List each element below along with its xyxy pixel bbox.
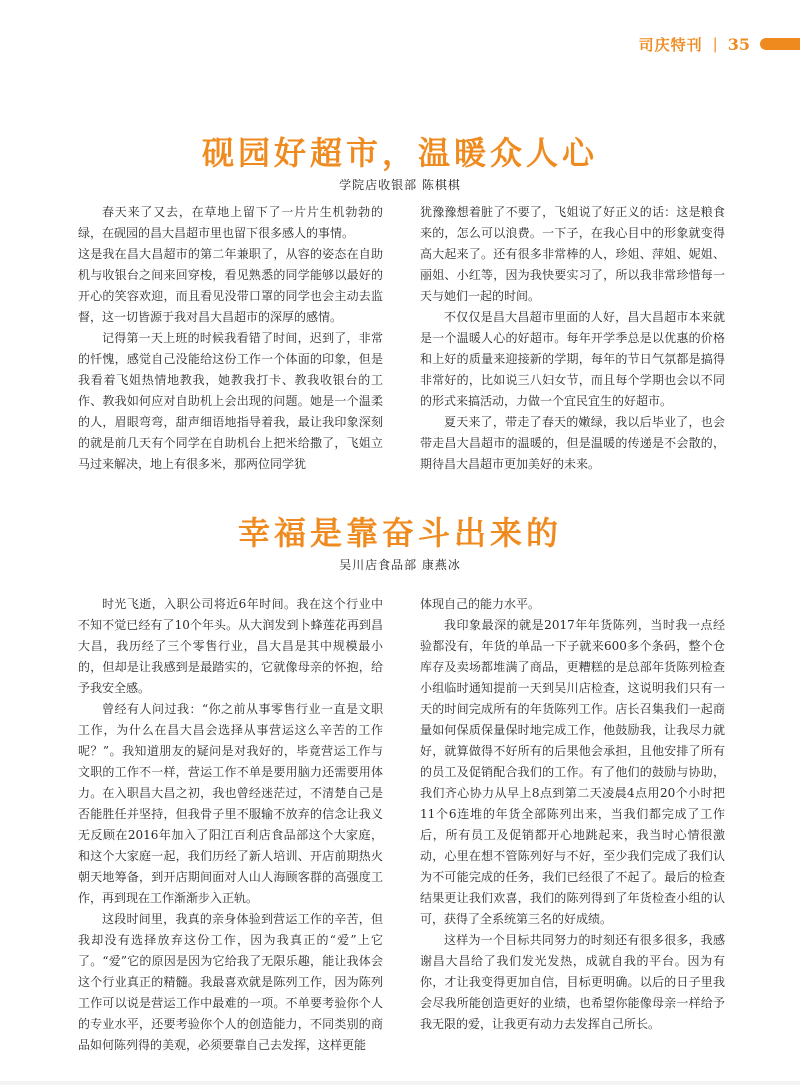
paragraph: 曾经有人问过我：“你之前从事零售行业一直是文职工作，为什么在昌大昌会选择从事营运这么辛苦的工作呢？”。我知道朋友的疑问是对我好的，毕竟营运工作与文职的工作不一样，营运工作不单是要用脑力还需要用体力。在入职昌大昌之初，我也曾经迷茫过，不清楚自己是否能胜任并坚持，但我骨子里不服输不放弃的信念让我义无反顾在2016年加入了阳江百利店食品部这个大家庭，和这个大家庭一起，我们历经了新人培训、开店前期热火朝天地筹备，到开店期间面对人山人海顾客群的高强度工作，再到现在工作渐渐步入正轨。 bbox=[78, 702, 383, 905]
paragraph: 这样为一个目标共同努力的时刻还有很多很多，我感谢昌大昌给了我们发光发热，成就自我的平台。因为有你，才让我变得更加自信，目标更明确。以后的日子里我会尽我所能创造更好的业绩，也希望你能像母亲一样给予我无限的爱，让我更有动力去发挥自己所长。 bbox=[420, 933, 725, 1031]
page-header bbox=[639, 30, 800, 58]
article1-title: 砚园好超市，温暖众人心 bbox=[201, 134, 598, 172]
article1-author: 学院店收银部 陈棋棋 bbox=[339, 178, 461, 192]
bottom-rule bbox=[0, 1081, 800, 1085]
paragraph: 我印象最深的就是2017年年货陈列，当时我一点经验都没有，年货的单品一下子就来600多个条码，整个仓库存及卖场都堆满了商品，更糟糕的是总部年货陈列检查小组临时通知提前一天到吴川店检查，这说明我们只有一天的时间完成所有的年货陈列工作。店长召集我们一起商量如何保质保量保时地完成工作，他鼓励我，让我尽力就好，就算做得不好所有的后果他会承担，且他安排了所有的员工及促销配合我们的工作。有了他们的鼓励与协助，我们齐心协力从早上8点到第二天凌晨4点用20个小时把11个6连堆的年货全部陈列出来，当我们都完成了工作后，所有员工及促销都开心地跳起来，我当时心情很激动，心里在想不管陈列好与不好，至少我们完成了我们认为不可能完成的任务，我们已经很了不起了。最后的检查结果更让我们欢喜，我们的陈列得到了年货检查小组的认可，获得了全系统第三名的好成绩。 bbox=[420, 618, 725, 926]
article2-left-column bbox=[78, 594, 383, 1056]
article1-left-column bbox=[78, 202, 383, 475]
article2-title: 幸福是靠奋斗出来的 bbox=[237, 514, 562, 552]
header-separator: | bbox=[712, 35, 718, 53]
paragraph: 犹豫豫想着脏了不要了，飞姐说了好正义的话：这是粮食来的，怎么可以浪费。一下子，在我心目中的形象就变得高大起来了。还有很多非常棒的人，珍姐、萍姐、妮姐、丽姐、小红等，因为我快要实习了，所以我非常珍惜每一天与她们一起的时间。 bbox=[420, 205, 725, 303]
paragraph: 夏天来了，带走了春天的嫩绿，我以后毕业了，也会带走昌大昌超市的温暖的，但是温暖的传递是不会散的，期待昌大昌超市更加美好的未来。 bbox=[420, 415, 725, 471]
paragraph: 这段时间里，我真的亲身体验到营运工作的辛苦，但我却没有选择放弃这份工作，因为我真正的“爱”上它了。“爱”它的原因是因为它给我了无限乐趣，能让我体会这个行业真正的精髓。我最喜欢就是陈列工作，因为陈列工作可以说是营运工作中最难的一项。不单要考验你个人的专业水平，还要考验你个人的创造能力，不同类别的商品如何陈列得的美观，必须要靠自己去发挥，这样更能 bbox=[78, 912, 383, 1052]
paragraph: 不仅仅是昌大昌超市里面的人好，昌大昌超市本来就是一个温暖人心的好超市。每年开学季总是以优惠的价格和上好的质量来迎接新的学期，每年的节日气氛都是搞得非常好的，比如说三八妇女节，而且每个学期也会以不同的形式来搞活动，力做一个宜民宜生的好超市。 bbox=[420, 310, 725, 408]
page-number: 35 bbox=[727, 34, 750, 54]
paragraph: 这是我在昌大昌超市的第二年兼职了，从容的姿态在自助机与收银台之间来回穿梭，看见熟悉的同学能够以最好的开心的笑容欢迎，而且看见没带口罩的同学也会主动去监督，这一切皆源于我对昌大昌超市的深厚的感情。 bbox=[78, 247, 383, 324]
magazine-name: 司庆特刊 bbox=[638, 35, 703, 54]
article2-right-column bbox=[420, 594, 725, 1035]
article2-author: 吴川店食品部 康燕冰 bbox=[339, 558, 461, 572]
header-accent-bar bbox=[760, 38, 800, 50]
article1-right-column bbox=[420, 202, 725, 475]
paragraph: 时光飞逝，入职公司将近6年时间。我在这个行业中不知不觉已经有了10个年头。从大润发到卜蜂莲花再到昌大昌，我历经了三个零售行业，昌大昌是其中规模最小的，但却是让我感到是最踏实的，它就像母亲的怀抱，给予我安全感。 bbox=[78, 597, 383, 695]
paragraph: 春天来了又去，在草地上留下了一片片生机勃勃的绿，在砚园的昌大昌超市里也留下很多感人的事情。 bbox=[78, 205, 383, 240]
paragraph: 体现自己的能力水平。 bbox=[420, 597, 541, 611]
paragraph: 记得第一天上班的时候我看错了时间，迟到了，非常的忏愧，感觉自己没能给这份工作一个体面的印象，但是我看着飞姐热情地教我，她教我打卡、教我收银台的工作、教我如何应对自助机上会出现的问题。她是一个温柔的人，眉眼弯弯，甜声细语地指导着我，最让我印象深刻的就是前几天有个同学在自助机台上把米给撒了，飞姐立马过来解决，地上有很多米，那两位同学犹 bbox=[78, 331, 383, 471]
